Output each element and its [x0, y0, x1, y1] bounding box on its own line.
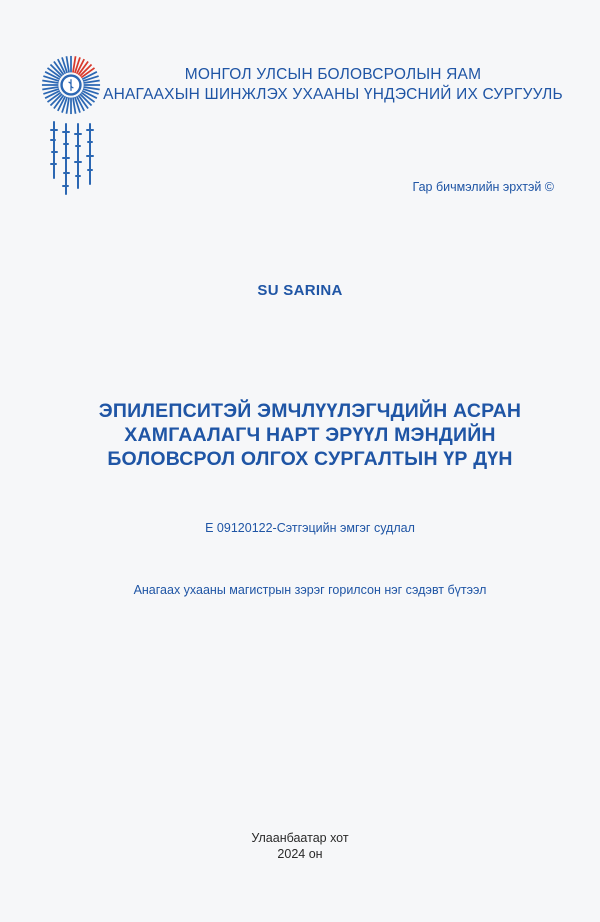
place-of-publication: Улаанбаатар хот [251, 831, 349, 845]
mongolian-script-seal-text [44, 118, 104, 202]
degree-statement: Анагаах ухааны магистрын зэрэг горилсон нэг сэдэвт бүтээл [133, 583, 487, 597]
university-emblem-icon [40, 54, 102, 116]
thesis-title-line-1: ЭПИЛЕПСИТЭЙ ЭМЧЛҮҮЛЭГЧДИЙН АСРАН [98, 400, 522, 422]
ministry-name: МОНГОЛ УЛСЫН БОЛОВСРОЛЫН ЯАМ [184, 66, 482, 83]
publication-year: 2024 он [277, 847, 323, 861]
thesis-title-line-2: ХАМГААЛАГЧ НАРТ ЭРҮҮЛ МЭНДИЙН [124, 424, 496, 446]
specialty-code: Е 09120122-Сэтгэцийн эмгэг судлал [205, 521, 415, 535]
copyright-note: Гар бичмэлийн эрхтэй © [412, 180, 554, 194]
thesis-title-line-3: БОЛОВСРОЛ ОЛГОХ СУРГАЛТЫН ҮР ДҮН [107, 448, 513, 470]
author-name: SU SARINA [257, 282, 343, 299]
university-name: АНАГААХЫН ШИНЖЛЭХ УХААНЫ ҮНДЭСНИЙ ИХ СУРГУУЛЬ [103, 86, 563, 103]
